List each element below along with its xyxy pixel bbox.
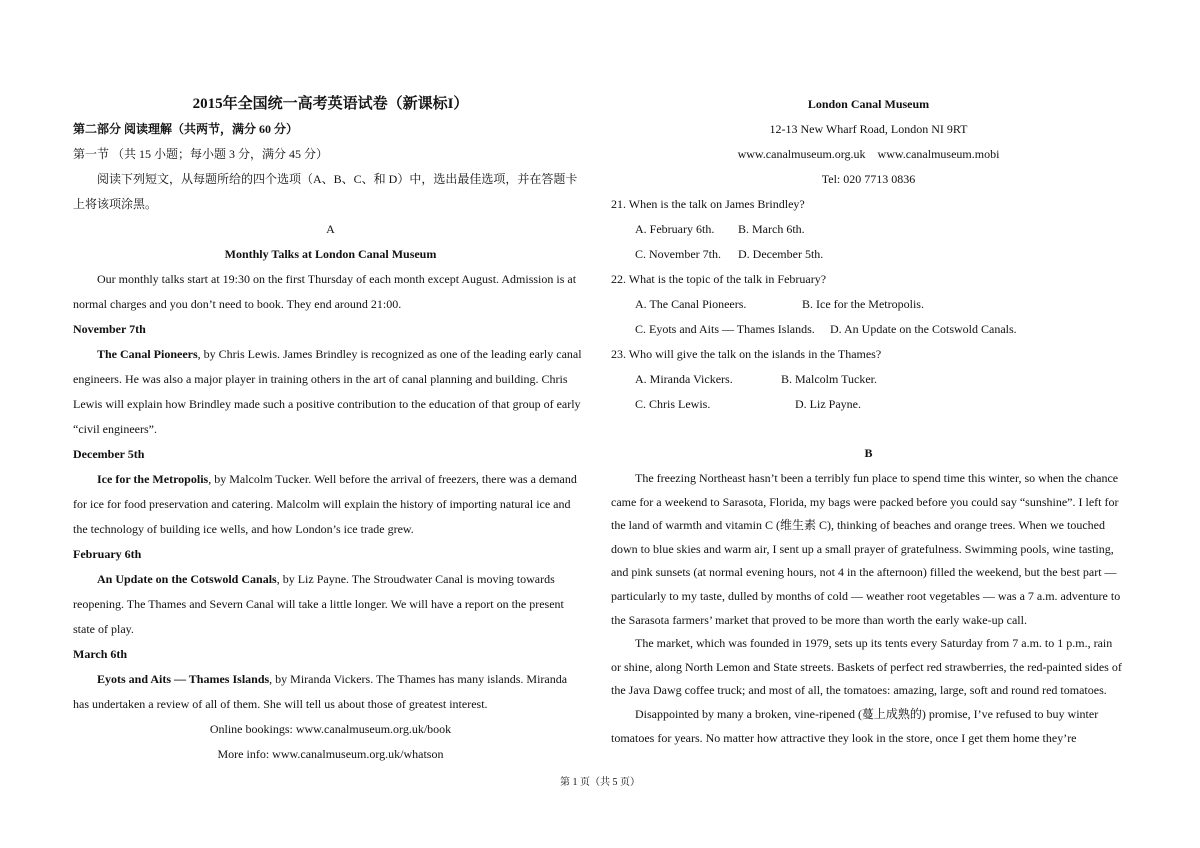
option-row: [611, 217, 1126, 242]
passage-b-line: came for a weekend to Sarasota, Florida, my bags were packed before you could say “sunshine”. I left for: [611, 494, 1119, 509]
talk-date: December 5th: [73, 447, 145, 461]
option: B. Malcolm Tucker.: [781, 372, 878, 386]
talk-date: February 6th: [73, 547, 142, 561]
talk-line: , by Miranda Vickers. The Thames has many islands. Miranda: [269, 672, 568, 686]
passage-b-line: the Java Dawg coffee truck; and most of all, the tomatoes: amazing, large, soft and round red tomatoes.: [611, 683, 1107, 698]
question-stem: 21. When is the talk on James Brindley?: [611, 197, 805, 211]
instructions-line-1: 阅读下列短文，从每题所给的四个选项（A、B、C、和 D）中，选出最佳选项，并在答题卡: [97, 172, 578, 186]
option: A. The Canal Pioneers.: [635, 297, 747, 311]
talk-first-line: [73, 567, 588, 592]
option: A. February 6th.: [635, 222, 715, 236]
museum-tel: Tel: 020 7713 0836: [821, 172, 916, 186]
talk-title: Ice for the Metropolis: [97, 472, 209, 486]
option: C. Eyots and Aits — Thames Islands.: [635, 322, 815, 336]
talk-line: Lewis will explain how Brindley made such a positive contribution to the education of that group of early: [73, 397, 581, 411]
passage-b-line: the Sarasota farmers’ market that proved to be more than worth the early wake-up call.: [611, 612, 1027, 627]
talk-first-line: [73, 467, 588, 492]
exam-title: 2015年全国统一高考英语试卷（新课标I）: [192, 96, 469, 112]
question-stem: 23. Who will give the talk on the islands in the Thames?: [611, 347, 882, 361]
question-stem: 22. What is the topic of the talk in February?: [611, 272, 827, 286]
left-column: [73, 92, 588, 767]
talk-title: An Update on the Cotswold Canals: [97, 572, 277, 586]
option: D. An Update on the Cotswold Canals.: [830, 322, 1017, 336]
passage-b-line: The freezing Northeast hasn’t been a terribly fun place to spend time this winter, so when the chance: [635, 471, 1119, 485]
passage-b-line: the land of warmth and vitamin C (维生素 C), thinking of beaches and orange trees. When we touched: [611, 518, 1105, 533]
option: C. Chris Lewis.: [635, 397, 711, 411]
passage-b-line: The market, which was founded in 1979, sets up its tents every Saturday from 7 a.m. to 1 p.m., rain: [635, 636, 1113, 651]
part-heading: 第二部分 阅读理解（共两节，满分 60 分）: [73, 122, 299, 136]
talk-line: , by Liz Payne. The Stroudwater Canal is moving towards: [276, 572, 555, 586]
option: D. Liz Payne.: [795, 397, 861, 411]
talk-line: for ice for food preservation and catering. Malcolm will explain the history of importing natural ice and: [73, 497, 571, 511]
passage-b-line: and pink sunsets (at normal evening hours, not 4 in the afternoon) filled the weekend, but the best part —: [611, 565, 1117, 580]
passage-a-letter: A: [326, 222, 335, 236]
passage-b-line: tomatoes for years. No matter how attractive they look in the store, once I get them home they’re: [611, 730, 1077, 745]
option-row: [611, 242, 1126, 267]
talk-line: engineers. He was also a major player in training others in the art of canal planning and building. Chris: [73, 372, 568, 386]
option-row: [611, 392, 1126, 417]
option: D. December 5th.: [738, 247, 824, 261]
museum-websites: www.canalmuseum.org.uk www.canalmuseum.mobi: [737, 147, 1000, 161]
talk-date: November 7th: [73, 322, 146, 336]
option: A. Miranda Vickers.: [635, 372, 733, 386]
talk-date: March 6th: [73, 647, 128, 661]
option-row: [611, 317, 1126, 342]
online-bookings: Online bookings: www.canalmuseum.org.uk/book: [209, 722, 452, 736]
option-row: [611, 367, 1126, 392]
more-info: More info: www.canalmuseum.org.uk/whatson: [217, 747, 444, 761]
talk-line: , by Chris Lewis. James Brindley is recognized as one of the leading early canal: [197, 347, 582, 361]
passage-b-body: [611, 467, 1126, 750]
talk-line: state of play.: [73, 622, 134, 636]
option: B. March 6th.: [738, 222, 805, 236]
talk-title: The Canal Pioneers: [97, 347, 198, 361]
passage-b-line: down to blue skies and warm air, I sent up a small prayer of gratefulness. Swimming pools, wine tasting,: [611, 541, 1114, 556]
passage-b-line: particularly to my taste, dulled by months of cold — weather root vegetables — was a 7 a.m. adventure to: [611, 588, 1121, 603]
intro-line-1: Our monthly talks start at 19:30 on the first Thursday of each month except August. Admission is at: [97, 272, 577, 286]
instructions-line-2: 上将该项涂黑。: [73, 197, 158, 211]
talk-line: the technology of building ice wells, and how London’s ice trade grew.: [73, 522, 414, 536]
talk-line: , by Malcolm Tucker. Well before the arrival of freezers, there was a demand: [208, 472, 577, 486]
talk-first-line: [73, 342, 588, 367]
talk-line: has undertaken a review of all of them. She will tell us about those of greatest interest.: [73, 697, 488, 711]
talk-title: Eyots and Aits — Thames Islands: [97, 672, 270, 686]
passage-a-title: Monthly Talks at London Canal Museum: [224, 247, 437, 261]
passage-b-line: Disappointed by many a broken, vine-ripened (蔓上成熟的) promise, I’ve refused to buy winter: [635, 706, 1099, 721]
option: C. November 7th.: [635, 247, 721, 261]
intro-line-2: normal charges and you don’t need to book. They end around 21:00.: [73, 297, 402, 311]
museum-address: 12-13 New Wharf Road, London NI 9RT: [769, 122, 968, 136]
section-heading: 第一节 （共 15 小题；每小题 3 分，满分 45 分）: [73, 147, 329, 161]
option: B. Ice for the Metropolis.: [802, 297, 924, 311]
talk-line: “civil engineers”.: [73, 422, 157, 436]
page-footer: 第 1 页（共 5 页）: [560, 777, 640, 788]
spacer: [611, 417, 1126, 442]
talk-line: reopening. The Thames and Severn Canal will take a little longer. We will have a report on the present: [73, 597, 564, 611]
museum-name: London Canal Museum: [807, 97, 930, 111]
right-column: [611, 92, 1126, 750]
talk-first-line: [73, 667, 588, 692]
passage-b-letter: B: [864, 446, 873, 460]
passage-b-line: or shine, along North Lemon and State streets. Baskets of perfect red strawberries, the red-painted sides of: [611, 659, 1122, 674]
option-row: [611, 292, 1126, 317]
